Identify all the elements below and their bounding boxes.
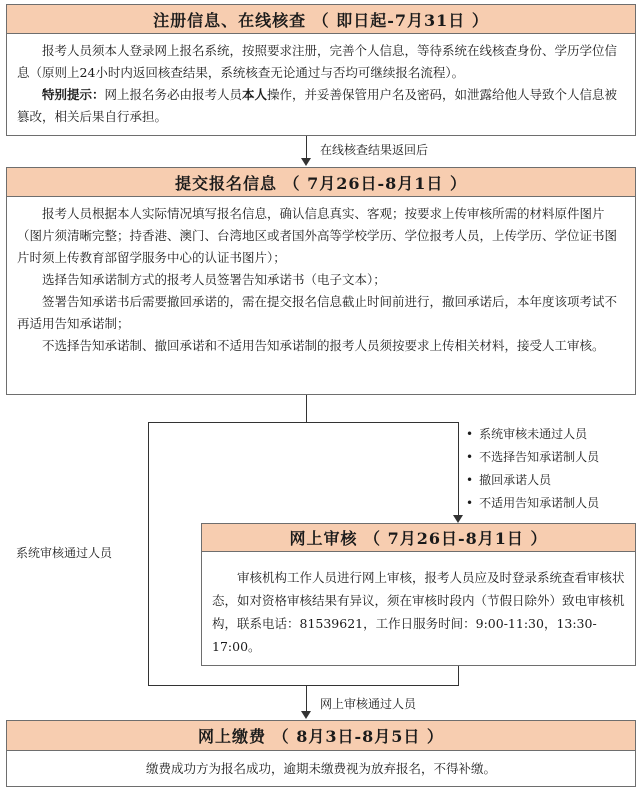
step3-title: 网上审核 （ 7月26日-8月1日 ） xyxy=(289,529,548,548)
branch-item: • 撤回承诺人员 xyxy=(466,469,599,492)
step2-paragraph-3: 签署告知承诺书后需要撤回承诺的，需在提交报名信息截止时间前进行，撤回承诺后，本年度该项考试不再适用告知承诺制； xyxy=(17,294,618,331)
branch-item: • 不适用告知承诺制人员 xyxy=(466,492,599,515)
arrow-3-head xyxy=(301,711,311,719)
step1-title: 注册信息、在线核查 （ 即日起-7月31日 ） xyxy=(153,10,489,30)
connector-1 xyxy=(306,136,307,159)
arrow-1-label: 在线核查结果返回后 xyxy=(320,143,429,157)
step4-body xyxy=(6,750,636,787)
step2-paragraph-4: 不选择告知承诺制、撤回承诺和不适用告知承诺制的报考人员须按要求上传相关材料，接受人工审核。 xyxy=(42,338,605,353)
branch-right-line xyxy=(458,422,459,515)
step2-header xyxy=(6,167,636,197)
step3-down-line xyxy=(458,666,459,685)
arrow-3-label: 网上审核通过人员 xyxy=(320,697,417,711)
step2-paragraph-1: 报考人员根据本人实际情况填写报名信息，确认信息真实、客观；按要求上传审核所需的材料原件图片（图片须清晰完整；持香港、澳门、台湾地区或者国外高等学校学历、学位报考人员，上传学历、学位证书图片时须上传教育部留学服务中心的认证书图片）； xyxy=(17,206,618,265)
branch-left-label: 系统审核通过人员 xyxy=(16,546,113,560)
branch-item: • 系统审核未通过人员 xyxy=(466,423,599,446)
step2-title: 提交报名信息 （ 7月26日-8月1日 ） xyxy=(174,173,468,193)
branch-horizontal xyxy=(148,422,459,423)
notice-bold: 本人 xyxy=(242,87,268,102)
notice-text-b: 操作，并妥善保管用户名及密码，如泄露给他人导致个人信息被篡改，相关后果自行承担。 xyxy=(17,87,618,124)
arrow-1-head xyxy=(301,158,311,166)
step2-paragraph-2: 选择告知承诺制方式的报考人员签署告知承诺书（电子文本）； xyxy=(42,272,386,287)
step1-paragraph: 报考人员须本人登录网上报名系统，按照要求注册，完善个人信息，等待系统在线核查身份、学历学位信息（原则上24小时内返回核查结果，系统核查无论通过与否均可继续报名流程）。 xyxy=(17,43,618,80)
notice-text-a: 网上报名务必由报考人员 xyxy=(104,87,243,102)
step3-header xyxy=(201,523,636,552)
connector-2-down xyxy=(306,395,307,422)
branch-right-arrow xyxy=(453,515,463,523)
step3-body xyxy=(201,551,636,666)
notice-label: 特别提示： xyxy=(42,87,105,102)
merge-horizontal xyxy=(148,685,459,686)
branch-left-line xyxy=(148,422,149,685)
step1-notice xyxy=(17,84,625,128)
merge-down-line xyxy=(306,685,307,712)
step4-header xyxy=(6,720,636,751)
branch-item: • 不选择告知承诺制人员 xyxy=(466,446,599,469)
step3-paragraph: 审核机构工作人员进行网上审核，报考人员应及时登录系统查看审核状态，如对资格审核结果有异议，须在审核时段内（节假日除外）致电审核机构，联系电话：81539621，工作日服务时间：9:00-11:30，13:30-17:00。 xyxy=(212,570,625,654)
step1-header xyxy=(6,4,636,34)
step2-body xyxy=(6,196,636,395)
step4-title: 网上缴费 （ 8月3日-8月5日 ） xyxy=(198,727,444,746)
step4-paragraph: 缴费成功方为报名成功，逾期未缴费视为放弃报名，不得补缴。 xyxy=(145,760,496,776)
step1-body xyxy=(6,33,636,136)
branch-right-list xyxy=(466,423,599,515)
